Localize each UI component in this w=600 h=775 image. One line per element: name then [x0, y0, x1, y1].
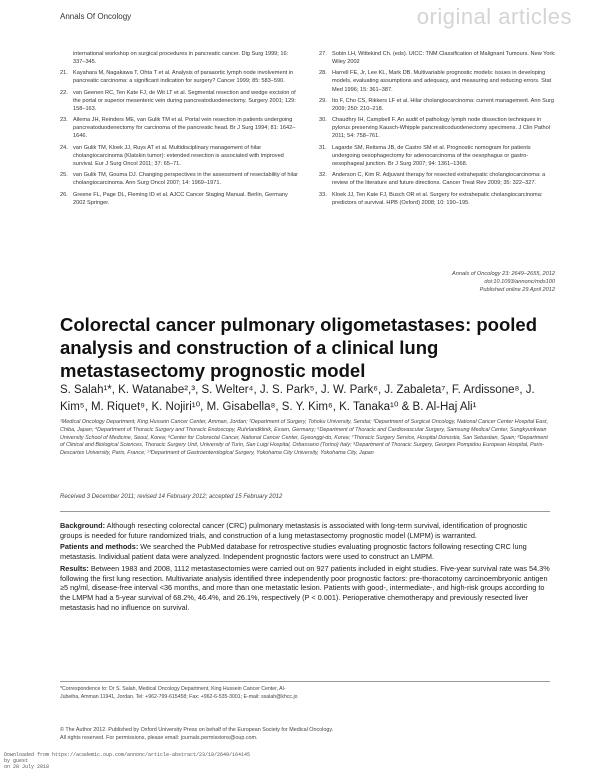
article-title: Colorectal cancer pulmonary oligometastases: pooled analysis and construction of a clinical lung metastasectomy prognostic model [60, 314, 538, 381]
reference-item: 25. van Gulik TM, Gouma DJ. Changing perspectives in the assessment of resectability of hilar cholangiocarcinoma. Ann Surg Oncol 2007; 14: 1969–1971. [60, 172, 298, 187]
received-dates: Received 3 December 2011; revised 14 February 2012; accepted 15 February 2012 [60, 494, 283, 500]
reference-item: 23. Allema JH, Reinders ME, van Gulik TM et al. Portal vein resection in patients undergoing pancreatoduodenectomy for carcinoma of the pancreatic head. Br J Surg 1994; 81: 1642–1646. [60, 117, 296, 140]
reference-item: 21. Kayahara M, Nagakawa T, Ohta T et al. Analysis of paraaortic lymph node involvement in pancreatic carcinoma: a significant indication for surgery? Cancer 1999; 85: 583–590. [60, 70, 294, 85]
abstract-methods: Patients and methods: We searched the PubMed database for retrospective studies evaluating prognostic factors following resecting CRC lung metastasis. Individual patient data were analyzed. Independent prognostic factors were used to construct an LMPM. [60, 542, 527, 562]
reference-item: 24. van Gulik TM, Kloek JJ, Ruys AT et al. Multidisciplinary management of hilar cholangiocarcinoma (Klatskin tumor): extended resection is associated with improved survival. Eur J Surg Oncol 2011; 37: 65–71. [60, 144, 284, 167]
article-citation [452, 270, 555, 294]
reference-item: 28. Harrell FE, Jr, Lee KL, Mark DB. Multivariable prognostic models: issues in developing models, evaluating assumptions and adequacy, and measuring and reducing errors. Stat Med 1996; 15: 361–387. [319, 70, 552, 93]
abstract-results: Results: Between 1983 and 2008, 1112 metastasectomies were carried out on 927 patients included in eight studies. Five-year survival rate was 54.3% following the first lung resection. Multivariate analysis identified three independently poor prognostic factors: pre-thoracotomy carcinoembryonic antigen ≥5 ng/ml, disease-free interval <36 months, and more than one metastatic lesion. Patients with good-, intermediate-, and high-risk groups according to the LMPM had a 5-year survival of 68.2%, 46.4%, and 26.1%, respectively (P < 0.001). Perioperative chemotherapy and previously resected liver metastasis had no influence on survival. [60, 563, 550, 612]
abstract [60, 521, 550, 614]
download-watermark: Downloaded from https://academic.oup.com/annonc/article-abstract/23/10/2649/164145 by guest on 28 July 2018 [4, 752, 251, 771]
references-block [60, 50, 560, 210]
section-tag: original articles [416, 4, 572, 29]
references-left-column [60, 50, 301, 210]
citation-doi: doi:10.1093/annonc/mds100 [484, 279, 555, 285]
author-list: S. Salah¹*, K. Watanabe²,³, S. Welter⁴, J. S. Park⁵, J. W. Park⁶, J. Zabaleta⁷, F. Ardissone⁸, J. Kim⁵, M. Riquet⁹, K. Nojiri¹⁰, M. Gisabella⁸, S. Y. Kim⁶, K. Tanaka¹⁰ & B. Al-Haj Ali¹ [60, 384, 535, 413]
reference-item: 27. Sobin LH, Wittekind Ch. (eds). UICC: TNM Classification of Malignant Tumours. New York: Wiley 2002 [319, 51, 556, 66]
reference-item: 29. Ito F, Cho CS, Rikkers LF et al. Hilar cholangiocarcinoma: current management. Ann Surg 2009; 250: 210–218. [319, 97, 554, 112]
references-right-column [319, 50, 560, 210]
reference-item: international workshop on surgical procedures in pancreatic cancer. Dig Surg 1999; 16: 337–345. [73, 51, 289, 66]
correspondence-note: *Correspondence to: Dr S. Salah, Medical Oncology Department, King Hussein Cancer Center, Al-Jubeiha, Amman 11941, Jordan. Tel: +962-799-615458; Fax: +962-6-535-3001; E-mail: ssalah@khcc.jo [60, 686, 298, 700]
reference-item: 32. Anderson C, Kim R. Adjuvant therapy for resected extrahepatic cholangiocarcinoma: a review of the literature and future directions. Cancer Treat Rev 2009; 35: 322–327. [319, 172, 546, 187]
reference-item: 26. Greene FL, Page DL, Fleming ID et al. AJCC Cancer Staging Manual. Berlin, Germany 2002 Springer. [60, 191, 288, 206]
citation-published-date: Published online 29 April 2012 [479, 287, 555, 293]
reference-item: 22. van Geenen RC, Ten Kate FJ, de Wit LT et al. Segmental resection and wedge excision of the portal or superior mesenteric vein during pancreatoduodenectomy. Surgery 2001; 129: 158–163. [60, 89, 296, 112]
abstract-background: Background: Although resecting colorectal cancer (CRC) pulmonary metastasis is associated with long-term survival, identification of prognostic groups is needed for future randomized trials, and construction of a lung metastasectomy prognostic model (LMPM) is warranted. [60, 521, 528, 540]
divider [60, 681, 550, 682]
divider [60, 511, 550, 512]
running-head-journal: Annals Of Oncology [60, 12, 132, 21]
reference-item: 31. Lagarde SM, Reitsma JB, de Castro SM et al. Prognostic nomogram for patients undergoing oesophagectomy for adenocarcinoma of the oesophagus or gastro-oesophageal junction. Br J Surg 2007; 94: 1361–1368. [319, 144, 531, 167]
citation-journal-volume: Annals of Oncology 23: 2649–2655, 2012 [452, 271, 555, 277]
author-affiliations: ¹Medical Oncology Department, King Hussein Cancer Center, Amman, Jordan; ²Department of Surgery, Tohoku University, Sendai; ³Department of Surgical Oncology, National Cancer Center Hospital East, Chiba, Japan; ⁴Department of Thoracic Surgery and Thoracic Endoscopy, Ruhrlandklinik, Essen, Germany; ⁵Department of Thoracic and Cardiovascular Surgery, Samsung Medical Center, Sungkyunkwan University School of Medicine, Seoul, Korea; ⁶Center for Colorectal Cancer, National Cancer Center, Gyeonggi-do, Korea; ⁷Thoracic Surgery Service, Hospital Donostia, San Sebastian, Spain; ⁸Department of Clinical and Biological Sciences, Thoracic Surgery Unit, University of Turin, San Luigi Hospital, Orbassano (Torino) Italy; ⁹Department of Thoracic Surgery, Georges Pompidou European Hospital, Paris-Descartes University, Paris, France; ¹⁰Department of Gastroenterological Surgery, Yokohama City University, Yokohama City, Japan [60, 419, 548, 457]
reference-item: 33. Kloek JJ, Ten Kate FJ, Busch OR et al. Surgery for extrahepatic cholangiocarcinoma: predictors of survival. HPB (Oxford) 2008; 10: 190–195. [319, 191, 543, 206]
reference-item: 30. Chaudhry IH, Campbell F. An audit of pathology lymph node dissection techniques in pylorus preserving Kausch-Whipple pancreaticoduodenectomy specimens. J Clin Pathol 2011; 54: 758–761. [319, 117, 550, 140]
copyright-notice: © The Author 2012. Published by Oxford University Press on behalf of the European Society for Medical Oncology. All rights reserved. For permissions, please email: journals.permissions@oup.com. [60, 727, 334, 741]
